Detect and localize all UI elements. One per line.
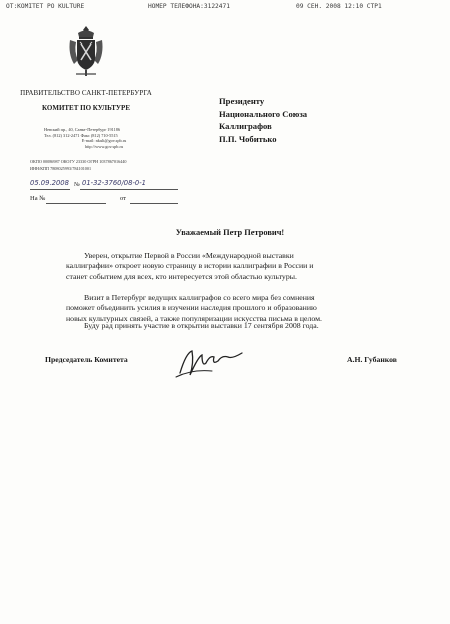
- sender-phones: Тел. (812) 312-2471 Факс (812) 710-5515: [44, 132, 118, 138]
- registration-number-label: №: [74, 182, 80, 188]
- body-p3-line1: Буду рад принять участие в открытии выставки 17 сентября 2008 года.: [84, 321, 319, 330]
- sender-email: E-mail: nkult@gov.spb.ru: [81, 138, 127, 144]
- fax-header: [0, 3, 450, 13]
- salutation: Уважаемый Петр Петрович!: [175, 228, 285, 237]
- body-p2-line3: новых культурных связей, а также популяризации искусства письма в целом.: [66, 313, 322, 323]
- registration-line: [30, 181, 180, 191]
- body-p1-line2: каллиграфии» откроет новую страницу в истории каллиграфии в России и: [66, 261, 314, 271]
- reply-to-rule: [46, 203, 106, 204]
- body-p2-line1: Визит в Петербург ведущих каллиграфов со всего мира без сомнения: [84, 293, 315, 302]
- sender-codes: [30, 158, 126, 172]
- fax-sender: ОТ:KOMITET PO KULTURE: [6, 3, 85, 10]
- body-p1-line1: Уверен, открытие Первой в России «Международной выставки: [84, 251, 294, 260]
- reply-from-label: от: [120, 195, 127, 202]
- committee-name: КОМИТЕТ ПО КУЛЬТУРЕ: [41, 104, 130, 112]
- reply-from-rule: [130, 203, 178, 204]
- body-p2-line2: поможет объединить усилия в изучении наследия прошлого и образованию: [66, 303, 317, 313]
- signatory-name: А.Н. Губанков: [347, 355, 397, 364]
- registration-date: 05.09.2008: [30, 179, 69, 187]
- fax-phone: НОМЕР ТЕЛЕФОНА:3122471: [148, 3, 230, 10]
- registration-number: 01-32-3760/08-0-1: [82, 179, 146, 187]
- sender-codes-line2: ИНН/КПП 7808025993/784101001: [30, 166, 92, 171]
- registration-date-rule: [30, 189, 70, 190]
- government-name: ПРАВИТЕЛЬСТВО САНКТ-ПЕТЕРБУРГА: [20, 89, 152, 97]
- body-p1-line3: станет событием для всех, кто интересуется этой областью культуры.: [66, 271, 297, 281]
- body-paragraph-3: [66, 321, 384, 331]
- recipient-line1: Президенту: [219, 96, 265, 106]
- sender-website: http://www.gov.spb.ru: [84, 143, 124, 149]
- sender-contact-block: [44, 127, 164, 149]
- body-paragraph-1: [66, 251, 384, 282]
- signatory-title: Председатель Комитета: [45, 355, 128, 364]
- recipient-line3: Каллиграфов: [219, 121, 272, 132]
- recipient-line4: П.П. Чобитько: [219, 133, 277, 144]
- reply-to-label: На №: [30, 195, 46, 202]
- recipient-block: [219, 95, 307, 145]
- reply-reference-line: [30, 195, 180, 205]
- body-paragraph-2: [66, 293, 384, 324]
- registration-number-rule: [80, 189, 178, 190]
- handwritten-signature: [172, 343, 252, 381]
- sender-address: Невский пр., 40, Санкт-Петербург 191186: [44, 127, 121, 132]
- coat-of-arms-emblem: [66, 24, 106, 78]
- recipient-line2: Национального Союза: [219, 108, 308, 119]
- fax-datetime: 09 СЕН. 2008 12:10 СТР1: [296, 3, 382, 10]
- sender-codes-line1: ОКПО 00086987 ОКОГУ 23330 ОГРН 1037867016440: [30, 159, 127, 164]
